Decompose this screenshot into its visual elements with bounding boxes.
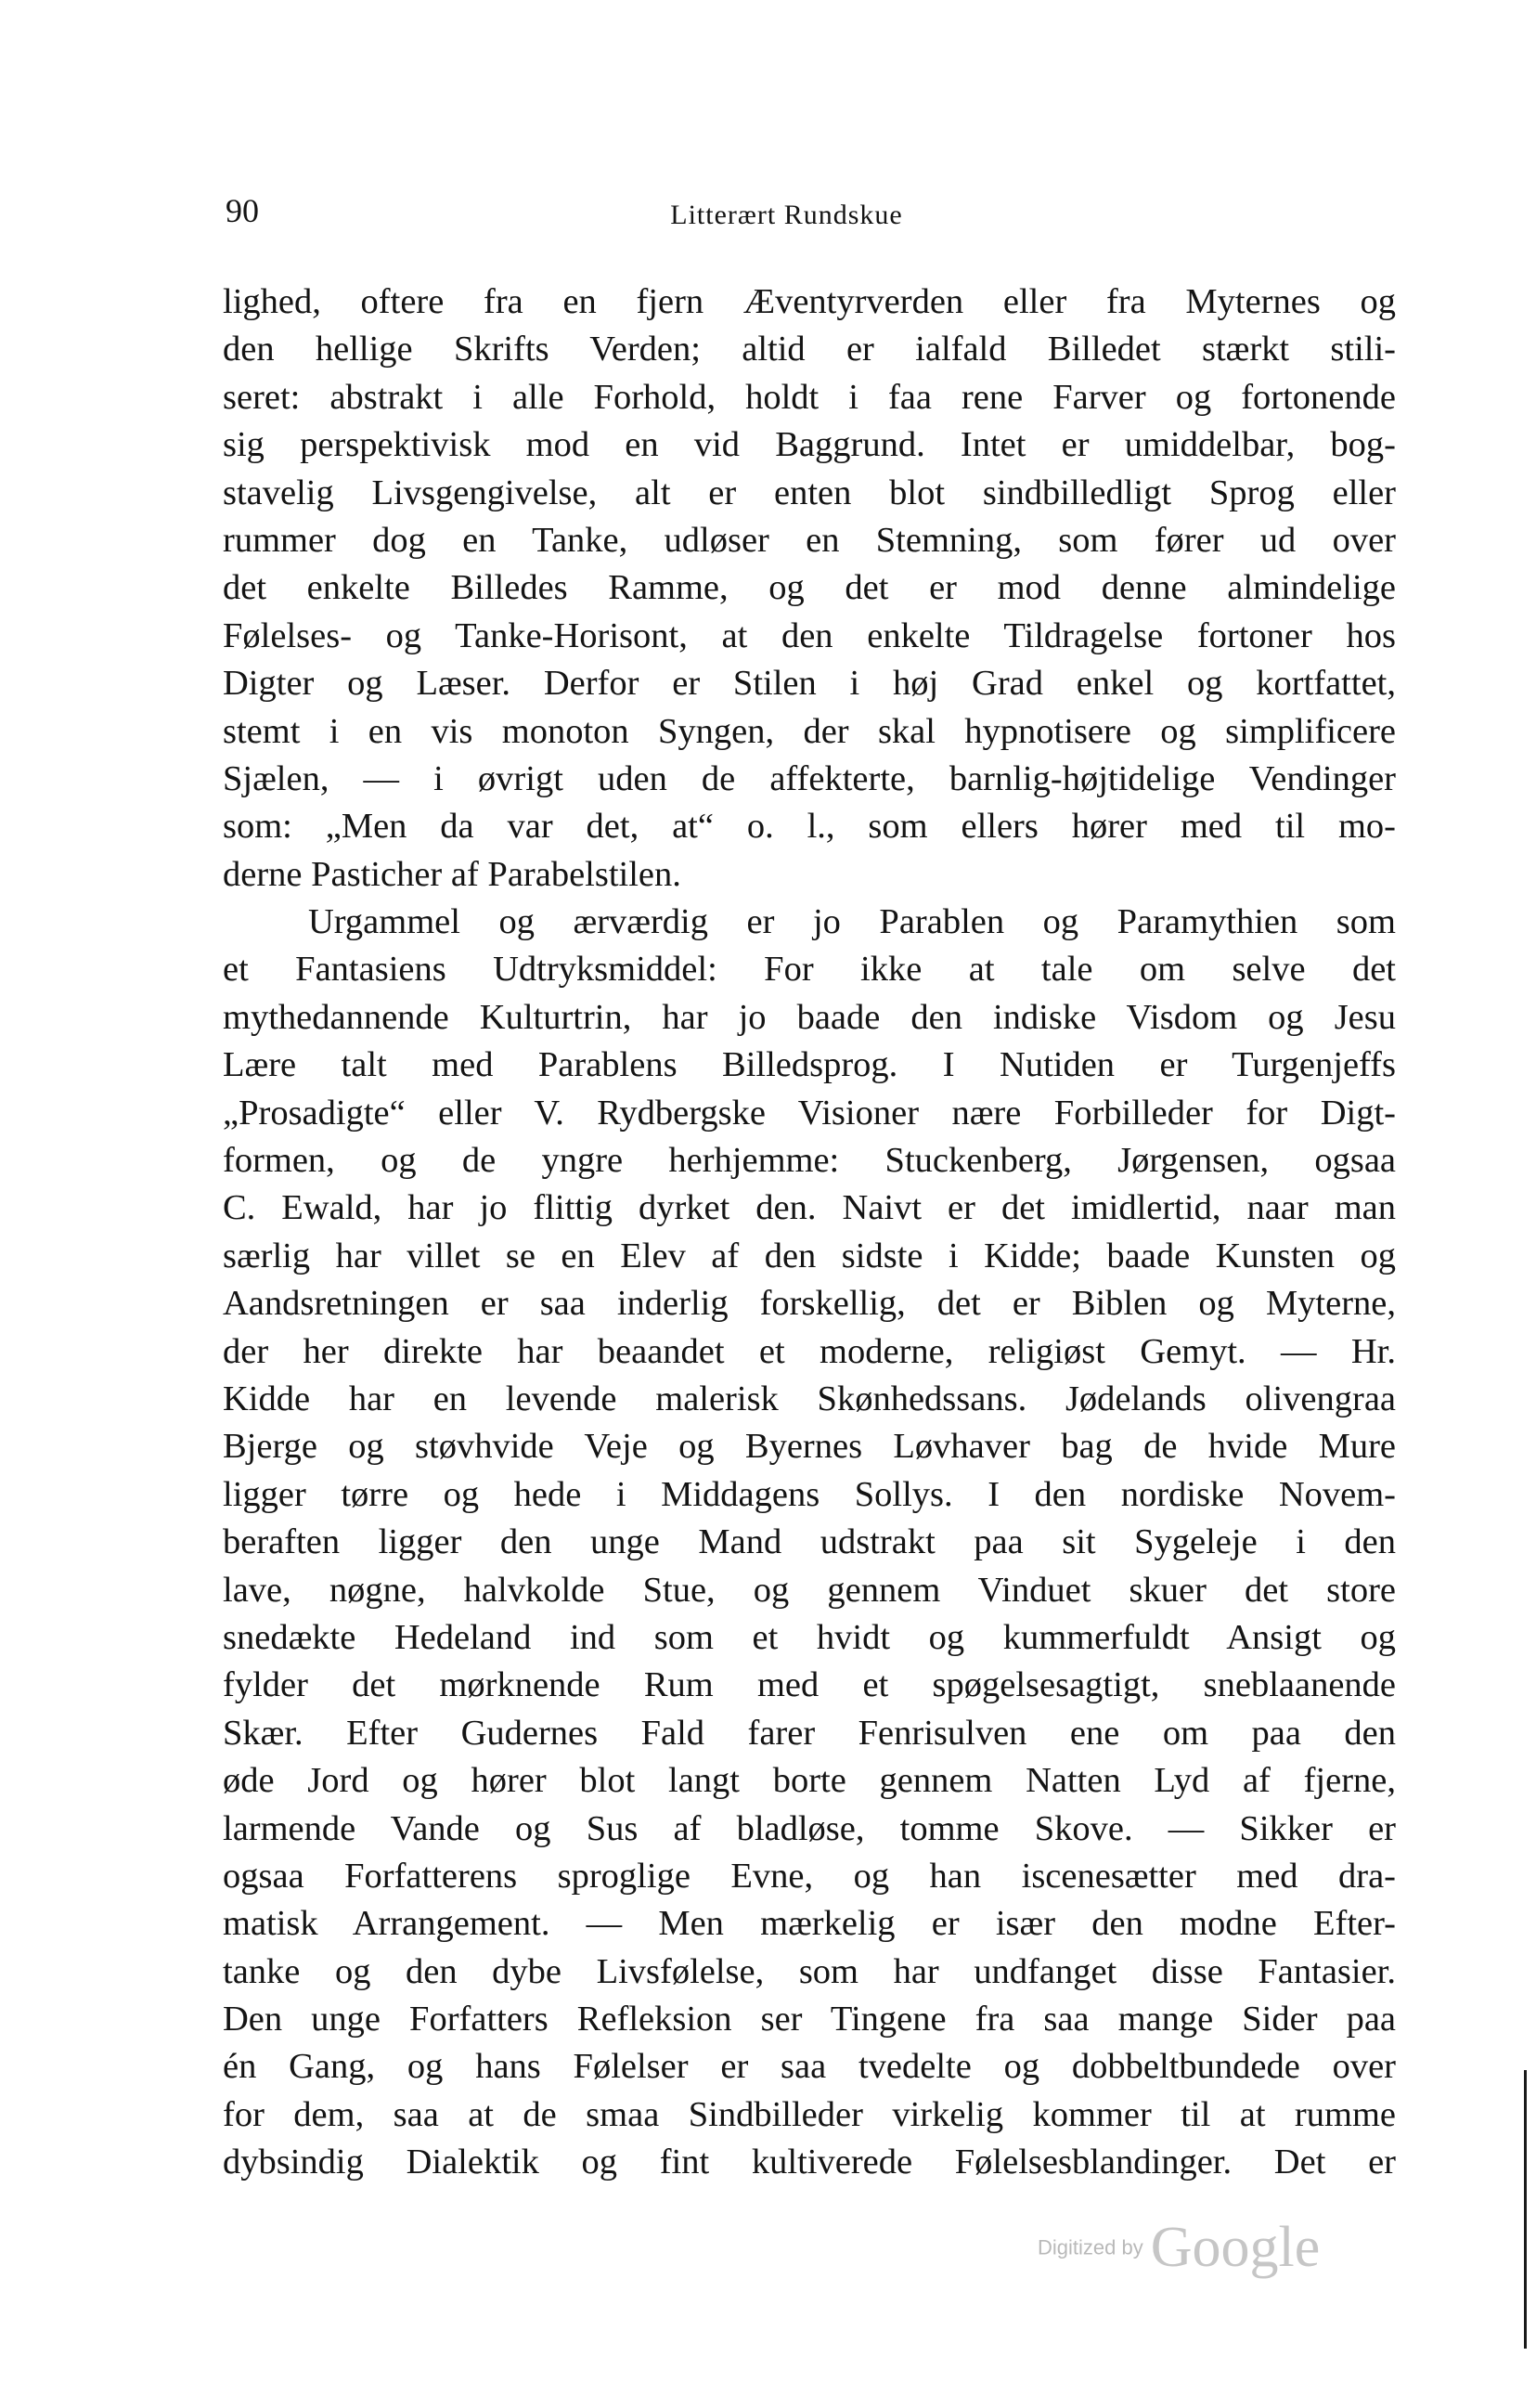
text-line: ogsaa Forfatterens sproglige Evne, og han iscenesætter med dra- — [223, 1856, 1396, 1896]
text-line: ligger tørre og hede i Middagens Sollys. I den nordiske Novem- — [223, 1474, 1396, 1514]
text-line: lave, nøgne, halvkolde Stue, og gennem Vinduet skuer det store — [223, 1570, 1396, 1610]
text-line: et Fantasiens Udtryksmiddel: For ikke at tale om selve det — [223, 950, 1396, 990]
text-line: Sjælen, — i øvrigt uden de affekterte, barnlig-højtidelige Vendinger — [223, 758, 1396, 798]
text-line: sig perspektivisk mod en vid Baggrund. Intet er umiddelbar, bog- — [223, 425, 1396, 465]
paragraph-end-line: derne Pasticher af Parabelstilen. — [223, 854, 681, 894]
watermark-prefix: Digitized by — [1038, 2235, 1143, 2259]
watermark-brand: Google — [1150, 2216, 1321, 2279]
text-line: mythedannende Kulturtrin, har jo baade den indiske Visdom og Jesu — [223, 997, 1396, 1037]
text-line: formen, og de yngre herhjemme: Stuckenberg, Jørgensen, ogsaa — [223, 1141, 1396, 1181]
text-line: rummer dog en Tanke, udløser en Stemning, som fører ud over — [223, 520, 1396, 560]
text-line: Digter og Læser. Derfor er Stilen i høj Grad enkel og kortfattet, — [223, 664, 1396, 704]
text-line: beraften ligger den unge Mand udstrakt paa sit Sygeleje i den — [223, 1522, 1396, 1562]
text-line: Følelses- og Tanke-Horisont, at den enkelte Tildragelse fortoner hos — [223, 615, 1396, 655]
running-title: Litterært Rundskue — [670, 200, 903, 230]
text-line: stemt i en vis monoton Syngen, der skal hypnotisere og simplificere — [223, 711, 1396, 751]
text-line: lighed, oftere fra en fjern Æventyrverden eller fra Myternes og — [223, 282, 1396, 321]
text-line: snedækte Hedeland ind som et hvidt og kummerfuldt Ansigt og — [223, 1617, 1396, 1657]
paragraph-start-line: Urgammel og ærværdig er jo Parablen og Paramythien som — [308, 902, 1396, 942]
text-line: seret: abstrakt i alle Forhold, holdt i faa rene Farver og fortonende — [223, 377, 1396, 417]
page-edge-rule — [1524, 2070, 1527, 2349]
text-line: for dem, saa at de smaa Sindbilleder virkelig kommer til at rumme — [223, 2094, 1396, 2134]
text-line: Lære talt med Parablens Billedsprog. I Nutiden er Turgenjeffs — [223, 1045, 1396, 1085]
text-line: Skær. Efter Gudernes Fald farer Fenrisulven ene om paa den — [223, 1713, 1396, 1753]
body-text — [223, 278, 1396, 2187]
text-line: larmende Vande og Sus af bladløse, tomme Skove. — Sikker er — [223, 1808, 1396, 1848]
text-line: som: „Men da var det, at“ o. l., som ellers hører med til mo- — [223, 807, 1396, 847]
text-line: dybsindig Dialektik og fint kultiverede Følelsesblandinger. Det er — [223, 2143, 1396, 2182]
text-line: øde Jord og hører blot langt borte gennem Natten Lyd af fjerne, — [223, 1761, 1396, 1801]
text-line: C. Ewald, har jo flittig dyrket den. Naivt er det imidlertid, naar man — [223, 1188, 1396, 1228]
text-line: Bjerge og støvhvide Veje og Byernes Løvhaver bag de hvide Mure — [223, 1427, 1396, 1467]
text-line: særlig har villet se en Elev af den sidste i Kidde; baade Kunsten og — [223, 1236, 1396, 1275]
text-line: matisk Arrangement. — Men mærkelig er især den modne Efter- — [223, 1904, 1396, 1944]
text-line: Den unge Forfatters Refleksion ser Tingene fra saa mange Sider paa — [223, 2000, 1396, 2039]
text-line: Aandsretningen er saa inderlig forskellig, det er Biblen og Myterne, — [223, 1284, 1396, 1324]
text-line: Kidde har en levende malerisk Skønhedssans. Jødelands olivengraa — [223, 1379, 1396, 1418]
text-line: der her direkte har beaandet et moderne, religiøst Gemyt. — Hr. — [223, 1331, 1396, 1371]
text-line: én Gang, og hans Følelser er saa tvedelte og dobbeltbundede over — [223, 2047, 1396, 2087]
text-line: det enkelte Billedes Ramme, og det er mod denne almindelige — [223, 568, 1396, 608]
text-line: tanke og den dybe Livsfølelse, som har undfanget disse Fantasier. — [223, 1951, 1396, 1991]
text-line: den hellige Skrifts Verden; altid er ialfald Billedet stærkt stili- — [223, 330, 1396, 369]
digitized-watermark — [1038, 2215, 1320, 2281]
text-line: stavelig Livsgengivelse, alt er enten blot sindbilledligt Sprog eller — [223, 473, 1396, 512]
page-number: 90 — [226, 192, 259, 229]
text-line: fylder det mørknende Rum med et spøgelsesagtigt, sneblaanende — [223, 1665, 1396, 1705]
text-line: „Prosadigte“ eller V. Rydbergske Visioner nære Forbilleder for Digt- — [223, 1093, 1396, 1133]
